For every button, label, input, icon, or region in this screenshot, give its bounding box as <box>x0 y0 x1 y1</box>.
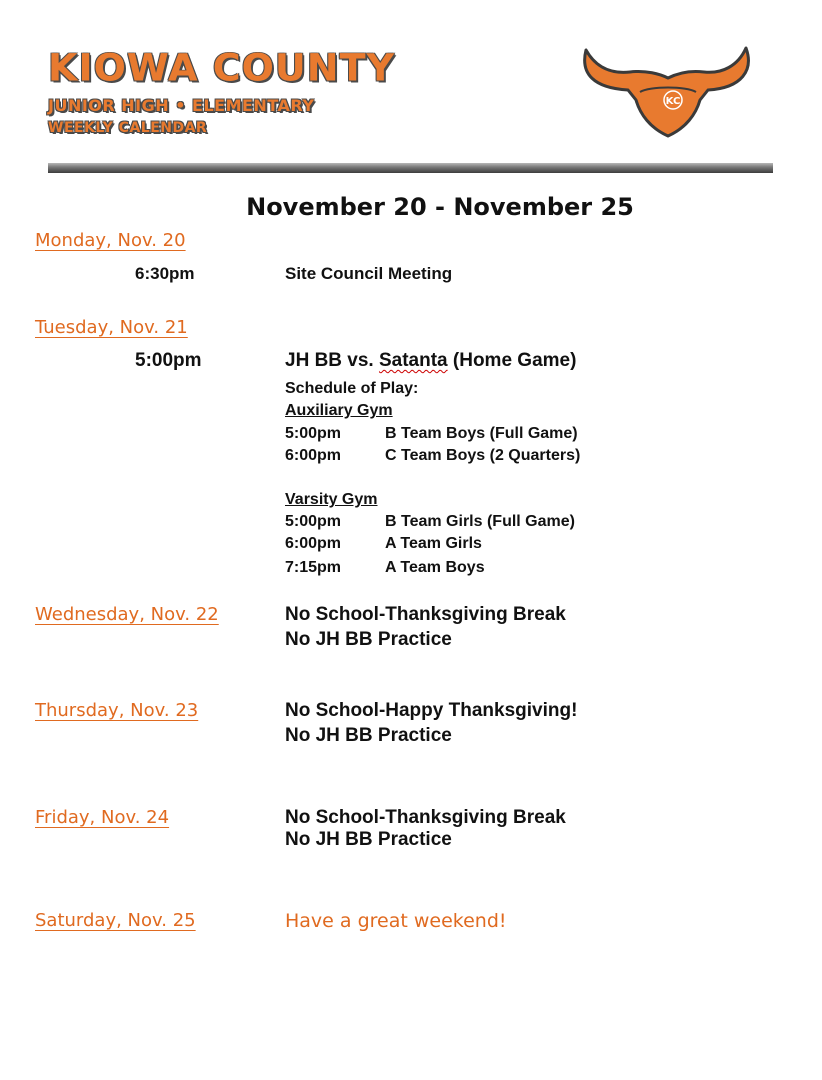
day-heading-monday: Monday, Nov. 20 <box>35 230 186 251</box>
varsity-game-time: 5:00pm <box>285 513 342 530</box>
wednesday-line2: No JH BB Practice <box>285 629 452 650</box>
day-heading-saturday: Saturday, Nov. 25 <box>35 910 196 931</box>
varsity-game: A Team Girls <box>385 535 482 552</box>
day-heading-thursday: Thursday, Nov. 23 <box>35 700 199 721</box>
thursday-line2: No JH BB Practice <box>285 725 452 746</box>
header-divider <box>48 163 773 173</box>
thursday-line1: No School-Happy Thanksgiving! <box>285 700 578 721</box>
varsity-game: B Team Girls (Full Game) <box>385 513 575 530</box>
week-title: November 20 - November 25 <box>246 193 634 221</box>
weekend-note: Have a great weekend! <box>285 910 507 932</box>
school-name: KIOWA COUNTY <box>48 46 396 90</box>
monday-event: Site Council Meeting <box>285 264 453 283</box>
friday-line1: No School-Thanksgiving Break <box>285 807 566 828</box>
aux-game-time: 5:00pm <box>285 425 342 442</box>
aux-gym-heading: Auxiliary Gym <box>285 402 393 419</box>
opponent-name: Satanta <box>378 350 448 371</box>
aux-game: B Team Boys (Full Game) <box>385 425 578 442</box>
friday-line2: No JH BB Practice <box>285 829 452 850</box>
aux-game-time: 6:00pm <box>285 447 342 464</box>
tuesday-event <box>285 350 576 372</box>
varsity-game-time: 6:00pm <box>285 535 342 552</box>
varsity-game: A Team Boys <box>385 559 485 576</box>
event-suffix: (Home Game) <box>447 350 577 371</box>
varsity-gym-heading: Varsity Gym <box>285 491 378 508</box>
varsity-game-time: 7:15pm <box>285 559 342 576</box>
tuesday-time: 5:00pm <box>135 350 202 371</box>
school-subtitle: JUNIOR HIGH • ELEMENTARY <box>48 96 315 115</box>
wednesday-line1: No School-Thanksgiving Break <box>285 604 566 625</box>
day-heading-friday: Friday, Nov. 24 <box>35 807 170 828</box>
day-heading-tuesday: Tuesday, Nov. 21 <box>35 317 188 338</box>
longhorn-logo-icon <box>576 44 754 140</box>
aux-game: C Team Boys (2 Quarters) <box>385 447 581 464</box>
calendar-label: WEEKLY CALENDAR <box>48 120 208 136</box>
day-heading-wednesday: Wednesday, Nov. 22 <box>35 604 219 625</box>
logo-initials: KC <box>665 96 681 107</box>
event-prefix: JH BB vs. <box>285 350 379 371</box>
schedule-heading: Schedule of Play: <box>285 380 419 397</box>
monday-time: 6:30pm <box>135 264 195 283</box>
